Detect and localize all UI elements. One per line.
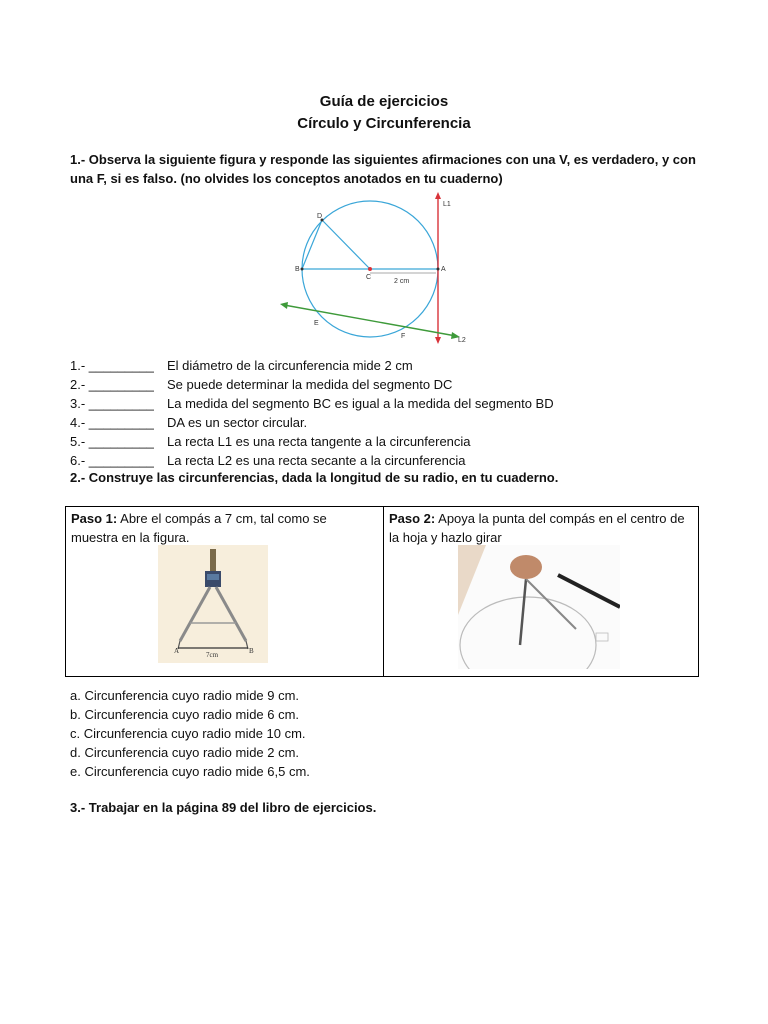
statement-text: La recta L2 es una recta secante a la circunferencia	[167, 453, 466, 468]
label-point-b: B	[249, 647, 254, 655]
label-measure: 2 cm	[394, 278, 410, 285]
statement-1	[70, 356, 413, 375]
step-1-cell	[66, 507, 384, 676]
step-2-cell	[384, 507, 698, 676]
steps-table	[65, 506, 699, 677]
list-item: a. Circunferencia cuyo radio mide 9 cm.	[70, 688, 300, 703]
step-1-label: Paso 1:	[71, 511, 118, 526]
step-2-instructions: Apoya la punta del compás en el centro de la hoja y hazlo girar	[389, 511, 685, 545]
point-b	[301, 268, 304, 271]
page-title: Guía de ejercicios	[319, 93, 449, 110]
step-1-instructions: Abre el compás a 7 cm, tal como se muestra en la figura.	[71, 511, 327, 545]
arrow-l1-bottom	[435, 337, 441, 344]
statement-text: La medida del segmento BC es igual a la medida del segmento BD	[167, 396, 554, 411]
statement-blank[interactable]: 2.- _________	[70, 377, 154, 392]
label-l2: L2	[458, 337, 466, 344]
label-a: A	[441, 266, 446, 273]
label-d: D	[317, 213, 323, 220]
step-2-label: Paso 2:	[389, 511, 436, 526]
line-l2	[284, 305, 456, 336]
list-item: b. Circunferencia cuyo radio mide 6 cm.	[70, 707, 300, 722]
statement-blank[interactable]: 1.- _________	[70, 358, 154, 373]
label-c: C	[366, 274, 372, 281]
arrow-l1-top	[435, 192, 441, 199]
step-1-text	[71, 509, 371, 547]
statement-2	[70, 375, 452, 394]
statement-5	[70, 432, 471, 451]
statement-text: El diámetro de la circunferencia mide 2 cm	[167, 358, 413, 373]
list-item: c. Circunferencia cuyo radio mide 10 cm.	[70, 726, 306, 741]
label-f: F	[401, 333, 406, 340]
statement-text: Se puede determinar la medida del segmento DC	[167, 377, 453, 392]
arrow-l2-left	[280, 302, 288, 309]
statement-4	[70, 413, 307, 432]
label-e: E	[314, 320, 319, 327]
label-7cm: 7cm	[206, 651, 219, 659]
list-item: e. Circunferencia cuyo radio mide 6,5 cm.	[70, 764, 310, 779]
label-point-a: A	[174, 647, 180, 655]
segment-bd	[302, 220, 322, 269]
point-a	[437, 268, 440, 271]
question-1-prompt: 1.- Observa la siguiente figura y responde las siguientes afirmaciones con una V, es verdadero, y con una F, si es falso. (no olvides los conceptos anotados en tu cuaderno)	[70, 152, 696, 186]
statement-3	[70, 394, 554, 413]
statement-blank[interactable]: 4.- _________	[70, 415, 154, 430]
statement-text: DA es un sector circular.	[167, 415, 308, 430]
step-2-text	[389, 509, 689, 547]
statement-blank[interactable]: 6.- _________	[70, 453, 154, 468]
statement-blank[interactable]: 3.- _________	[70, 396, 154, 411]
label-l1: L1	[443, 201, 451, 208]
statement-6	[70, 451, 465, 470]
circle-figure	[270, 192, 480, 344]
list-item: d. Circunferencia cuyo radio mide 2 cm.	[70, 745, 300, 760]
point-c	[368, 267, 372, 271]
label-b: B	[295, 266, 300, 273]
page-subtitle: Círculo y Circunferencia	[297, 115, 471, 132]
segment-dc	[322, 220, 370, 269]
statement-text: La recta L1 es una recta tangente a la circunferencia	[167, 434, 471, 449]
compass-open-image	[158, 545, 268, 663]
statement-blank[interactable]: 5.- _________	[70, 434, 154, 449]
question-3-prompt: 3.- Trabajar en la página 89 del libro de ejercicios.	[70, 800, 377, 815]
question-2-prompt: 2.- Construye las circunferencias, dada la longitud de su radio, en tu cuaderno.	[70, 470, 559, 485]
compass-drawing-image	[458, 545, 620, 669]
